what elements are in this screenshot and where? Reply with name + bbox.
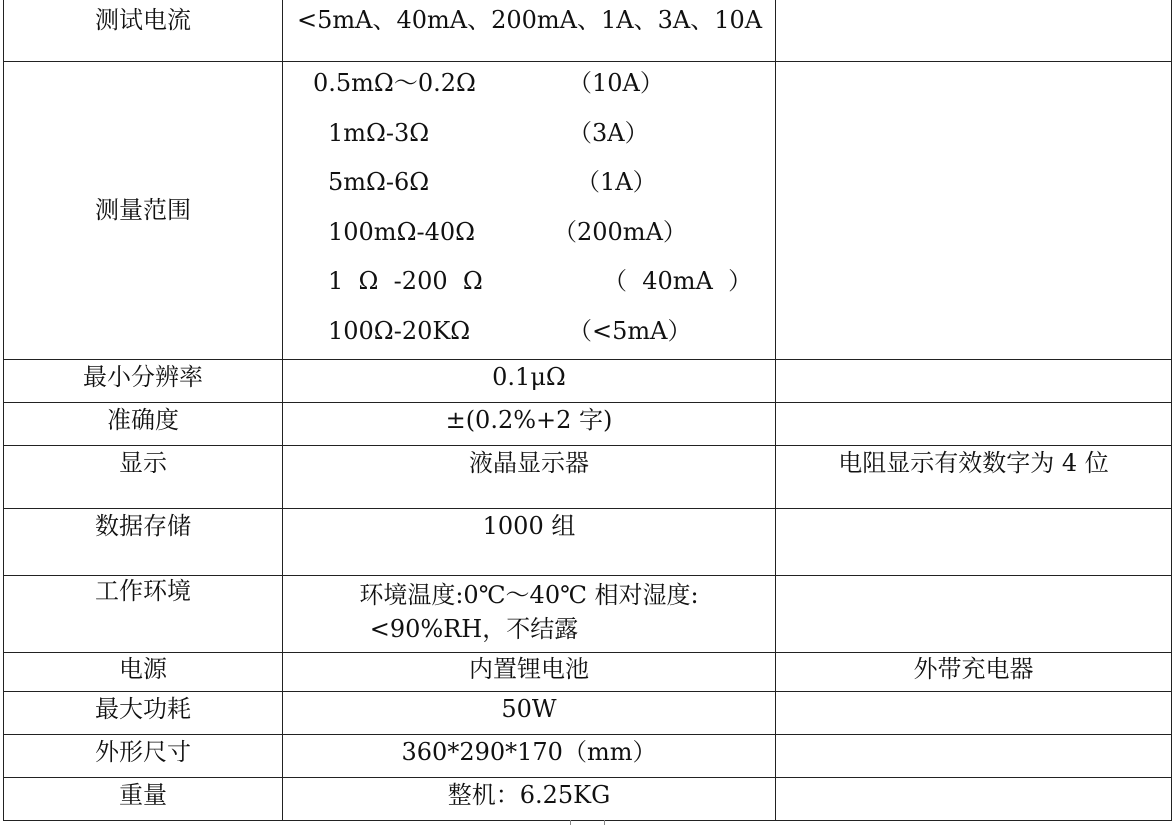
- row-value-cell: [283, 778, 776, 821]
- range-current: （10A）: [568, 69, 664, 97]
- row-label-cell: [4, 509, 283, 576]
- row-label: 最大功耗: [95, 695, 191, 723]
- row-label-cell: [4, 778, 283, 821]
- range-value: 100Ω-20KΩ: [328, 316, 471, 345]
- range-line: [283, 310, 775, 360]
- row-label-cell: [4, 653, 283, 692]
- row-note: [776, 403, 1171, 407]
- row-note: [776, 576, 1171, 584]
- range-value: 1mΩ-3Ω: [328, 118, 430, 147]
- row-note-cell: [776, 576, 1172, 653]
- row-value: ±(0.2%+2 字): [445, 406, 613, 434]
- range-line: [283, 62, 775, 112]
- row-label-cell: [4, 0, 283, 62]
- row-note-cell: [776, 403, 1172, 446]
- row-label: 显示: [119, 449, 167, 477]
- row-note: [776, 62, 1171, 70]
- row-label: 数据存储: [95, 512, 191, 540]
- row-label-cell: [4, 576, 283, 653]
- row-label: 准确度: [107, 406, 179, 434]
- row-label: 外形尺寸: [95, 738, 191, 766]
- row-value-cell: [283, 653, 776, 692]
- row-note: [776, 360, 1171, 364]
- table-row: [4, 446, 1172, 509]
- range-line: [283, 161, 775, 211]
- table-row: [4, 735, 1172, 778]
- row-note-cell: [776, 0, 1172, 62]
- row-value: 内置锂电池: [469, 655, 589, 683]
- range-line: [283, 260, 775, 310]
- row-note: [776, 735, 1171, 739]
- range-value: 100mΩ-40Ω: [328, 217, 476, 246]
- range-line: [283, 211, 775, 261]
- range-current: （ 40mA ）: [603, 267, 753, 295]
- row-note-cell: [776, 778, 1172, 821]
- row-value-line: 环境温度:0℃～40℃ 相对湿度:: [359, 581, 699, 609]
- range-list: [283, 62, 776, 360]
- row-value-cell: [283, 576, 776, 653]
- row-note-cell: [776, 360, 1172, 403]
- row-label: 测量范围: [95, 196, 191, 225]
- table-row: [4, 653, 1172, 692]
- row-value: 360*290*170（mm）: [401, 738, 657, 766]
- row-note-cell: [776, 692, 1172, 735]
- row-note: [776, 778, 1171, 782]
- row-value: 1000 组: [482, 512, 576, 540]
- row-value-cell: [283, 403, 776, 446]
- row-label: 电源: [119, 655, 167, 683]
- spec-table: [3, 0, 1172, 821]
- table-row: [4, 692, 1172, 735]
- row-value-cell: [283, 735, 776, 778]
- row-value: 50W: [501, 695, 557, 723]
- row-label: 重量: [119, 781, 167, 809]
- row-label: 测试电流: [95, 6, 191, 34]
- row-note-cell: [776, 446, 1172, 509]
- row-note: [776, 509, 1171, 513]
- row-value-cell: [283, 692, 776, 735]
- page-edge-marks: [0, 820, 1176, 825]
- row-label-cell: [4, 403, 283, 446]
- row-label-cell: [4, 360, 283, 403]
- range-current: （<5mA）: [568, 316, 692, 345]
- edge-mark: [604, 820, 605, 825]
- range-value: 1 Ω -200 Ω: [328, 267, 483, 295]
- table-row: [4, 509, 1172, 576]
- row-value-cell: [283, 446, 776, 509]
- edge-mark: [570, 820, 571, 825]
- row-value: 液晶显示器: [469, 449, 589, 477]
- row-label-cell: [4, 735, 283, 778]
- row-note: [776, 692, 1171, 696]
- range-value: 0.5mΩ～0.2Ω: [313, 69, 476, 97]
- range-current: （3A）: [568, 118, 649, 147]
- table-row: [4, 576, 1172, 653]
- row-label-cell: [4, 446, 283, 509]
- row-note: 外带充电器: [913, 655, 1034, 683]
- row-label-cell: [4, 62, 283, 360]
- row-value: 0.1μΩ: [492, 363, 566, 391]
- row-value-line: <90%RH，不结露: [369, 615, 579, 643]
- row-value-cell: [283, 509, 776, 576]
- row-note-cell: [776, 653, 1172, 692]
- table-row: [4, 360, 1172, 403]
- row-value: <5mA、40mA、200mA、1A、3A、10A: [297, 6, 763, 34]
- table-row: [4, 403, 1172, 446]
- row-label: 最小分辨率: [83, 363, 203, 391]
- range-current: （1A）: [576, 168, 657, 196]
- row-note-cell: [776, 509, 1172, 576]
- row-note: 电阻显示有效数字为 4 位: [838, 449, 1109, 477]
- table-row: [4, 0, 1172, 62]
- range-line: [283, 112, 775, 162]
- range-value: 5mΩ-6Ω: [328, 168, 430, 196]
- row-value-cell: [283, 360, 776, 403]
- table-row: [4, 62, 1172, 360]
- row-label-cell: [4, 692, 283, 735]
- range-current: （200mA）: [553, 217, 687, 246]
- row-label: 工作环境: [95, 577, 191, 605]
- row-note: [776, 0, 1171, 7]
- row-value: 整机：6.25KG: [447, 781, 611, 809]
- table-row: [4, 778, 1172, 821]
- row-note-cell: [776, 62, 1172, 360]
- row-value-cell: [283, 0, 776, 62]
- row-note-cell: [776, 735, 1172, 778]
